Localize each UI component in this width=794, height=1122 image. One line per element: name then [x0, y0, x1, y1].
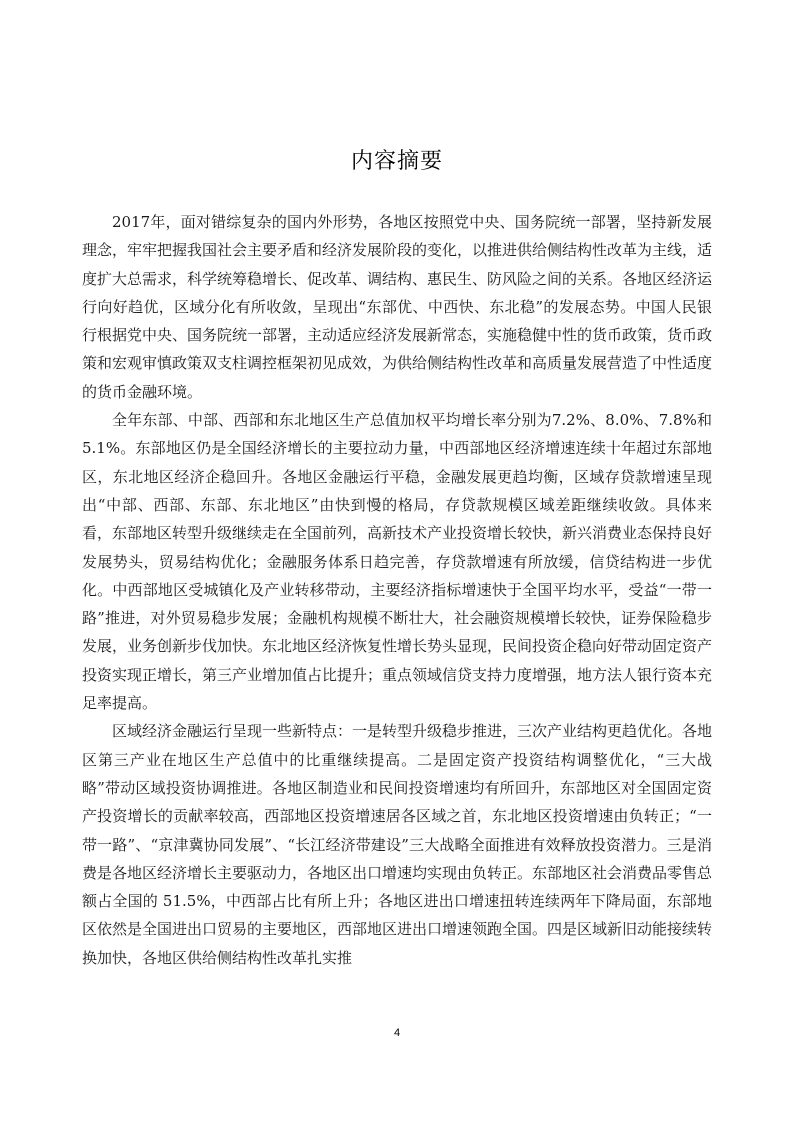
abstract-body: [82, 208, 712, 972]
page-number: 4: [393, 1027, 401, 1039]
paragraph-3: 区域经济金融运行呈现一些新特点：一是转型升级稳步推进，三次产业结构更趋优化。各地区第三产业在地区生产总值中的比重继续提高。二是固定资产投资结构调整优化，“三大战略”带动区域投资协调推进。各地区制造业和民间投资增速均有所回升，东部地区对全国固定资产投资增长的贡献率较高，西部地区投资增速居各区域之首，东北地区投资增速由负转正；“一带一路”、“京津冀协同发展”、“长江经济带建设”三大战略全面推进有效释放投资潜力。三是消费是各地区经济增长主要驱动力，各地区出口增速均实现由负转正。东部地区社会消费品零售总额占全国的 51.5%，中西部占比有所上升；各地区进出口增速扭转连续两年下降局面，东部地区依然是全国进出口贸易的主要地区，西部地区进出口增速领跑全国。四是区域新旧动能接续转换加快，各地区供给侧结构性改革扎实推: [82, 722, 713, 967]
paragraph-1: 2017年，面对错综复杂的国内外形势，各地区按照党中央、国务院统一部署，坚持新发展理念，牢牢把握我国社会主要矛盾和经济发展阶段的变化，以推进供给侧结构性改革为主线，适度扩大总需求，科学统筹稳增长、促改革、调结构、惠民生、防风险之间的关系。各地区经济运行向好趋优，区域分化有所收敛，呈现出“东部优、中西快、东北稳”的发展态势。中国人民银行根据党中央、国务院统一部署，主动适应经济发展新常态，实施稳健中性的货币政策，货币政策和宏观审慎政策双支柱调控框架初见成效，为供给侧结构性改革和高质量发展营造了中性适度的货币金融环境。: [82, 213, 713, 401]
paragraph-2: 全年东部、中部、西部和东北地区生产总值加权平均增长率分别为7.2%、8.0%、7.8%和5.1%。东部地区仍是全国经济增长的主要拉动力量，中西部地区经济增速连续十年超过东部地区，东北地区经济企稳回升。各地区金融运行平稳，金融发展更趋均衡，区域存贷款增速呈现出“中部、西部、东部、东北地区”由快到慢的格局，存贷款规模区域差距继续收敛。具体来看，东部地区转型升级继续走在全国前列，高新技术产业投资增长较快，新兴消费业态保持良好发展势头，贸易结构优化；金融服务体系日趋完善，存贷款增速有所放缓，信贷结构进一步优化。中西部地区受城镇化及产业转移带动，主要经济指标增速快于全国平均水平，受益“一带一路”推进，对外贸易稳步发展；金融机构规模不断壮大，社会融资规模增长较快，证券保险稳步发展，业务创新步伐加快。东北地区经济恢复性增长势头显现，民间投资企稳向好带动固定资产投资实现正增长，第三产业增加值占比提升；重点领域信贷支持力度增强，地方法人银行资本充足率提高。: [82, 411, 713, 713]
page-title: 内容摘要: [350, 149, 443, 174]
